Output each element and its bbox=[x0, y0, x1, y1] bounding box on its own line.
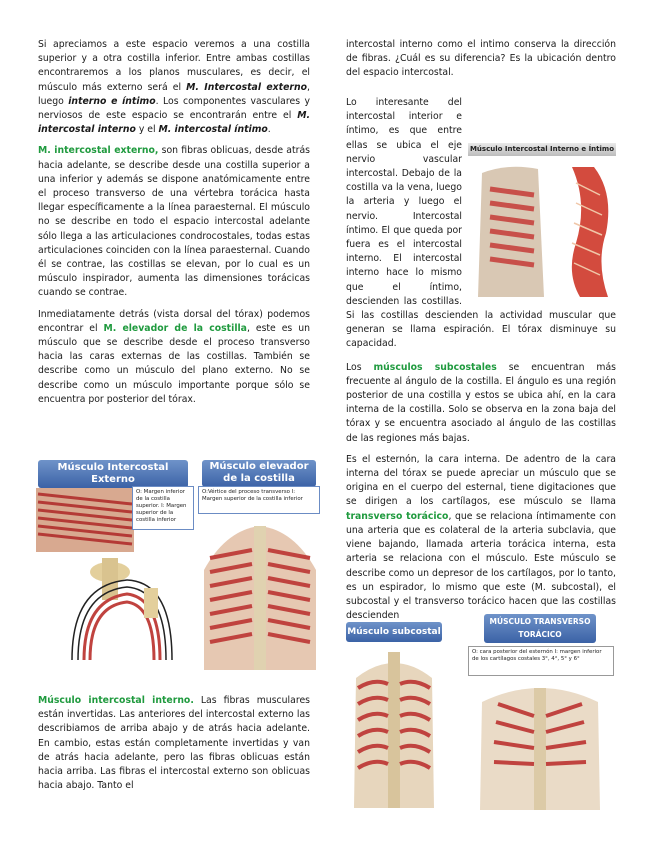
elevador-illustration bbox=[196, 460, 324, 670]
left-column bbox=[38, 38, 310, 414]
banner-elevador: Músculo elevador de la costilla bbox=[202, 460, 316, 487]
paragraph-eje-nervio-vascular: Lo interesante del intercostal interior e íntimo, es que entre ellas se ubica el eje nervio vascular intercostal. Debajo de la costilla va la vena, luego la arteria y luego el nervio. Intercostal íntimo. El que queda por fuera es el intercostal interno. El intercostal interno hace lo mismo que el íntimo, descienden las costillas. Si las costillas descienden la actividad muscular que generan se llama espiración. El tórax disminuye su capacidad. bbox=[346, 97, 616, 350]
term-intercostal-interno: Músculo intercostal interno. bbox=[38, 695, 194, 706]
term-elevador-costilla: M. elevador de la costilla bbox=[103, 322, 247, 334]
note-elevador: O:Vértice del proceso transverso I: Margen superior de la costilla inferior bbox=[198, 486, 320, 514]
paragraph-subcostales: Los músculos subcostales se encuentran más frecuente al ángulo de la costilla. El ángulo es una región posterior de una costilla y estos se ubica ahí, en la cara interna de la costilla. Solo se observa en la zona baja del tórax y se encuentra asociado al ángulo de las costillas de las regiones más bajas. bbox=[346, 361, 617, 444]
figure-elevador-costilla bbox=[196, 460, 324, 670]
subcostal-illustration bbox=[344, 618, 444, 808]
paragraph-elevador-costilla: Inmediatamente detrás (vista dorsal del tórax) podemos encontrar el M. elevador de la costilla, este es un músculo que se describe desde el proceso transverso hacia las caras externas de las costillas. También se describe como un músculo del plano externo. No se describe como un músculo importante porque sólo se encuentra por posterior del tórax. bbox=[38, 308, 310, 405]
figure-interno-intimo bbox=[468, 143, 616, 297]
term-intercostal-externo: M. intercostal externo, bbox=[38, 145, 159, 157]
paragraph-transverso-toracico: Es el esternón, la cara interna. De adentro de la cara interna del tórax se puede apreciar un músculo que se origina en el cuerpo del esternal, tiene digitaciones que se dirigen a los cartílagos, ese músculo se llama transverso torácico, que se relaciona íntimamente con una arteria que es colateral de la arteria subclavia, que viene bajando, llamada arteria torácica interna, esta arteria se relaciona con el músculo. Este músculo se describe como un depresor de los cartílagos, por lo tanto, es un espirador, lo mismo que este (M. subcostal), el subcostal y el transverso torácico hacen que las costillas descienden bbox=[346, 453, 616, 622]
right-column-wrap bbox=[346, 96, 616, 630]
note-intercostal-externo: O: Margen inferior de la costilla superior. I: Margen superior de la costilla inferior bbox=[132, 486, 194, 530]
interno-intimo-illustration bbox=[468, 143, 616, 297]
term-subcostales: músculos subcostales bbox=[373, 361, 497, 373]
figure-transverso-toracico bbox=[462, 612, 618, 810]
banner-interno-intimo: Músculo Intercostal Interno e Íntimo bbox=[468, 143, 616, 156]
banner-transverso-toracico: MÚSCULO TRANSVERSO TORÁCICO bbox=[484, 614, 596, 643]
note-transverso-toracico: O: cara posterior del esternón I: margen inferior de los cartílagos costales 3°, 4°, 5° y 6° bbox=[468, 646, 614, 676]
paragraph-direccion-fibras: intercostal interno como el intimo conserva la dirección de fibras. ¿Cuál es su diferencia? Es la ubicación dentro del espacio intercostal. bbox=[346, 39, 616, 79]
left-column-bottom bbox=[38, 694, 310, 800]
paragraph-planos-musculares: Si apreciamos a este espacio veremos a una costilla superior y a otra costilla inferior. Entre ambas costillas encontraremos a los planos musculares, es decir, el músculo más externo será el M. Intercostal externo, luego interno e íntimo. Los componentes vasculares y nerviosos de este espacio se encontrarán entre el M. intercostal interno y el M. intercostal íntimo. bbox=[38, 39, 310, 136]
banner-intercostal-externo: Músculo Intercostal Externo bbox=[38, 460, 188, 488]
paragraph-intercostal-interno: Músculo intercostal interno. Las fibras musculares están invertidas. Las anteriores del intercostal externo las describiamos de arriba abajo y de atrás hacia adelante. En cambio, estas están completamente invertidas y van de atrás hacia adelante, pero las fibras oblicuas están hacia arriba. Las fibras el intercostal externo son oblicuas hacia abajo. Tanto el bbox=[38, 695, 311, 792]
figure-intercostal-externo bbox=[32, 460, 196, 670]
banner-subcostal: Músculo subcostal bbox=[346, 622, 442, 642]
right-column bbox=[346, 38, 616, 88]
paragraph-intercostal-externo: M. intercostal externo, son fibras oblicuas, desde atrás hacia adelante, se describe desde una costilla superior a una inferior y además se dispone anatómicamente entre el proceso transverso de una vértebra torácica hasta llegar específicamente a la línea paraesternal. El músculo no se describe en todo el espacio intercostal adelante sólo llega a las articulaciones condrocostales, todas estas articulaciones coinciden con la línea paraesternal. Cuando él se contrae, las costillas se elevan, por lo cual es un músculo inspirador, aumenta las dimensiones torácicas cuando se contrae. bbox=[38, 145, 311, 299]
transverso-illustration bbox=[462, 612, 618, 810]
figure-subcostal bbox=[344, 618, 444, 808]
term-transverso-toracico: transverso torácico bbox=[346, 510, 449, 522]
